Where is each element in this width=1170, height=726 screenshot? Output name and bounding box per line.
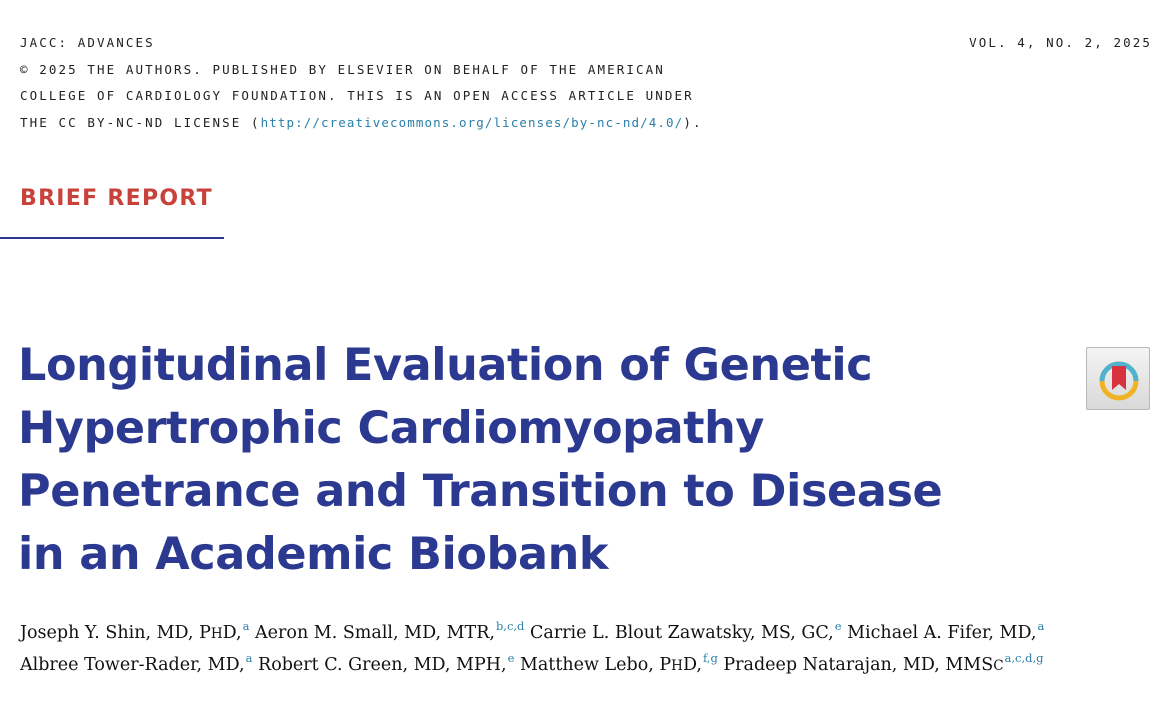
volume-issue: VOL. 4, NO. 2, 2025 <box>969 35 1152 50</box>
title-line-2: Hypertrophic Cardiomyopathy <box>18 403 764 454</box>
affiliation-marker[interactable]: e <box>507 651 515 665</box>
copyright-line-1: © 2025 THE AUTHORS. PUBLISHED BY ELSEVIER ON BEHALF OF THE AMERICAN <box>20 61 665 77</box>
affiliation-marker[interactable]: a <box>1037 619 1045 633</box>
author-line-1 <box>20 618 1160 650</box>
title-line-1: Longitudinal Evaluation of Genetic <box>18 340 873 391</box>
author-list <box>20 618 1160 682</box>
license-line <box>20 110 780 137</box>
affiliation-marker[interactable]: e <box>834 619 842 633</box>
author-line-2 <box>20 650 1160 682</box>
title-line-4: in an Academic Biobank <box>18 529 609 580</box>
article-metadata <box>20 30 780 136</box>
author: Robert C. Green, MD, MPH,$^e$ <box>258 651 515 675</box>
author: Albree Tower-Rader, MD,$^a$ <box>20 651 253 675</box>
article-title <box>18 334 1018 586</box>
journal-name: JACC: ADVANCES <box>20 35 155 50</box>
affiliation-marker[interactable]: a <box>242 619 250 633</box>
check-for-updates-button[interactable] <box>1086 347 1150 410</box>
author-degree: MMSC <box>945 655 1004 675</box>
section-divider <box>0 237 224 239</box>
author: Carrie L. Blout Zawatsky, MS, GC,$^e$ <box>530 619 842 643</box>
author-degree: PHD, <box>659 655 702 675</box>
author: Joseph Y. Shin, MD, PHD,$^a$ <box>20 619 250 643</box>
author-degree: PHD, <box>199 623 242 643</box>
affiliation-marker[interactable]: a,c,d,g <box>1004 651 1044 665</box>
affiliation-marker[interactable]: a <box>245 651 253 665</box>
license-prefix: THE CC BY-NC-ND LICENSE ( <box>20 114 261 130</box>
author: Matthew Lebo, PHD,$^{f,g}$ <box>519 651 718 675</box>
copyright-line-2: COLLEGE OF CARDIOLOGY FOUNDATION. THIS IS AN OPEN ACCESS ARTICLE UNDER <box>20 88 694 103</box>
affiliation-marker[interactable]: b,c,d <box>495 619 525 633</box>
title-line-3: Penetrance and Transition to Disease <box>18 466 943 517</box>
license-link[interactable]: http://creativecommons.org/licenses/by-nc-nd/4.0/ <box>260 114 684 130</box>
author: Aeron M. Small, MD, MTR,$^{b,c,d}$ <box>255 619 525 643</box>
author: Michael A. Fifer, MD,$^a$ <box>847 619 1045 643</box>
section-label: BRIEF REPORT <box>20 186 213 211</box>
author: Pradeep Natarajan, MD, MMSC$^{a,c,d,g}$ <box>723 651 1044 675</box>
affiliation-marker[interactable]: f,g <box>702 651 718 665</box>
license-suffix: ). <box>683 114 703 130</box>
check-for-updates-icon <box>1094 354 1144 404</box>
